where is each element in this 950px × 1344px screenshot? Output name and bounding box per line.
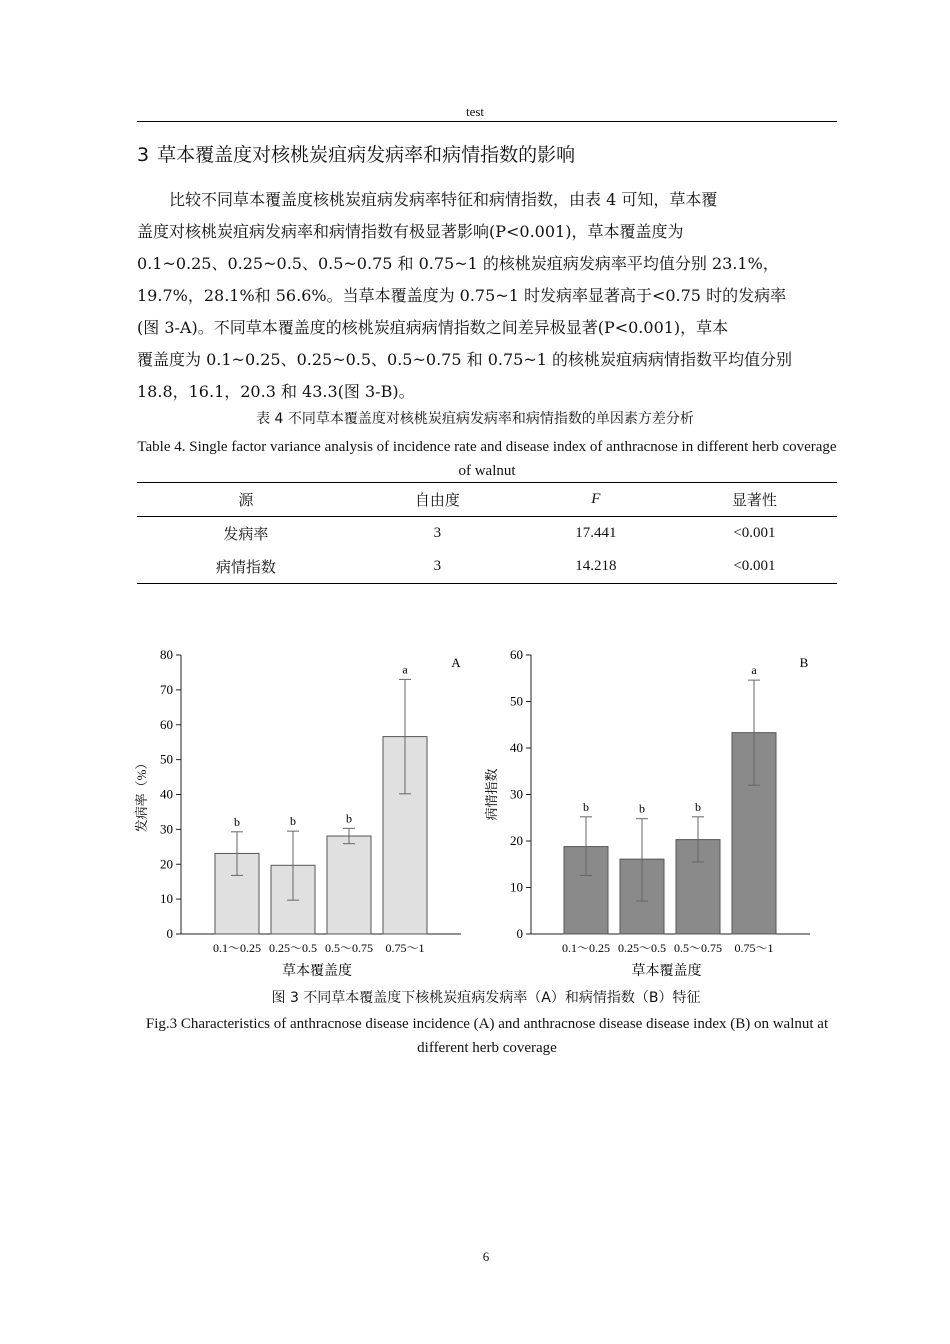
table-row [137, 517, 837, 551]
table-cell: 17.441 [575, 525, 617, 541]
panel-a-y-tick-label: 30 [160, 821, 173, 837]
table-cell: 14.218 [575, 558, 617, 574]
panel-a-x-tick-label: 0.5～0.75 [324, 941, 374, 955]
panel-a-y-tick-label: 80 [160, 647, 173, 662]
panel-b-x-tick-label: 0.5～0.75 [673, 941, 723, 955]
panel-b-significance-label: a [751, 663, 757, 678]
panel-b-y-axis-title: 病情指数 [484, 768, 499, 821]
table-cell: <0.001 [733, 558, 776, 574]
panel-b-y-tick-label: 0 [516, 926, 523, 941]
panel-a-x-tick-label: 0.75～1 [385, 941, 425, 955]
panel-b-x-tick-label: 0.75～1 [734, 941, 774, 955]
header-f: F [591, 491, 601, 507]
section-heading [137, 140, 583, 167]
figure-3-charts [0, 600, 950, 985]
panel-b-y-tick-label: 50 [510, 693, 523, 709]
paragraph-line: 18.8，16.1，20.3 和 43.3(图 3-B)。 [137, 382, 415, 401]
panel-a-panel-label: A [451, 655, 461, 670]
panel-b-panel-label: B [799, 655, 809, 670]
panel-b-y-tick-label: 30 [510, 786, 523, 802]
panel-a-bar [327, 836, 371, 934]
panel-a-x-tick-label: 0.1～0.25 [212, 941, 262, 955]
panel-a-y-tick-label: 50 [160, 751, 173, 767]
panel-b-y-tick-label: 10 [510, 879, 523, 895]
panel-b-y-tick-label: 20 [510, 833, 523, 848]
table-caption-en: Table 4. Single factor variance analysis of incidence rate and disease index of anthracnose in different herb coverage of walnut [137, 439, 837, 479]
panel-a-x-axis-title: 草本覆盖度 [282, 964, 352, 979]
table-cell: <0.001 [733, 525, 776, 541]
running-header: test [465, 104, 485, 119]
panel-a-significance-label: b [346, 811, 352, 826]
body-paragraph [137, 184, 837, 408]
panel-a-y-axis-title: 发病率（%） [134, 756, 149, 833]
panel-a-y-tick-label: 20 [160, 856, 173, 872]
table-row [137, 550, 837, 584]
panel-a-y-tick-label: 60 [160, 716, 173, 732]
table-header-row [137, 483, 837, 517]
paragraph-line: 覆盖度为 0.1~0.25、0.25~0.5、0.5~0.75 和 0.75~1 的核桃炭疽病病情指数平均值分别 [137, 350, 792, 369]
header-rule [137, 121, 837, 122]
table-cell: 3 [433, 558, 442, 574]
section-title: 草本覆盖度对核桃炭疽病发病率和病情指数的影响 [157, 144, 576, 166]
header-significance: 显著性 [731, 491, 777, 509]
panel-a-significance-label: b [290, 814, 296, 829]
panel-b-significance-label: b [583, 799, 589, 814]
table-cell: 病情指数 [215, 558, 276, 576]
paragraph-line: (图 3-A)。不同草本覆盖度的核桃炭疽病病情指数之间差异极显著(P<0.001)，草本 [137, 318, 729, 337]
figure-caption-en: Fig.3 Characteristics of anthracnose disease incidence (A) and anthracnose disease disease index (B) on walnut at different herb coverage [145, 1016, 829, 1056]
paragraph-line: 0.1~0.25、0.25~0.5、0.5~0.75 和 0.75~1 的核桃炭疽病发病率平均值分别 23.1%， [137, 254, 779, 273]
panel-a-y-tick-label: 40 [160, 786, 173, 802]
panel-b-x-tick-label: 0.25～0.5 [617, 941, 667, 955]
panel-b-significance-label: b [695, 799, 701, 814]
panel-a-y-tick-label: 10 [160, 891, 173, 907]
panel-b-x-tick-label: 0.1～0.25 [561, 941, 611, 955]
panel-a-y-tick-label: 70 [160, 681, 173, 697]
panel-a-significance-label: b [234, 814, 240, 829]
figure-caption-cn: 图 3 不同草本覆盖度下核桃炭疽病发病率（A）和病情指数（B）特征 [271, 990, 701, 1006]
header-df: 自由度 [414, 491, 460, 509]
anova-table [137, 482, 837, 584]
page-number: 6 [482, 1249, 490, 1264]
panel-a-y-tick-label: 0 [166, 926, 173, 941]
paragraph-line: 19.7%，28.1%和 56.6%。当草本覆盖度为 0.75~1 时发病率显著高于<0.75 时的发病率 [137, 286, 787, 305]
panel-b-y-tick-label: 40 [510, 740, 523, 755]
paragraph-line: 比较不同草本覆盖度核桃炭疽病发病率特征和病情指数，由表 4 可知，草本覆 [169, 190, 718, 209]
panel-b-x-axis-title: 草本覆盖度 [631, 964, 702, 979]
panel-b-significance-label: b [639, 801, 645, 816]
table-cell: 发病率 [223, 525, 269, 543]
panel-a-x-tick-label: 0.25～0.5 [268, 941, 318, 955]
panel-b-y-tick-label: 60 [510, 647, 523, 662]
header-source: 源 [238, 491, 254, 509]
panel-a-significance-label: a [402, 662, 408, 677]
table-cell: 3 [433, 525, 442, 541]
paragraph-line: 盖度对核桃炭疽病发病率和病情指数有极显著影响(P<0.001)，草本覆盖度为 [137, 222, 684, 241]
section-number: 3 [137, 144, 150, 166]
table-caption-cn: 表 4 不同草本覆盖度对核桃炭疽病发病率和病情指数的单因素方差分析 [256, 411, 694, 427]
